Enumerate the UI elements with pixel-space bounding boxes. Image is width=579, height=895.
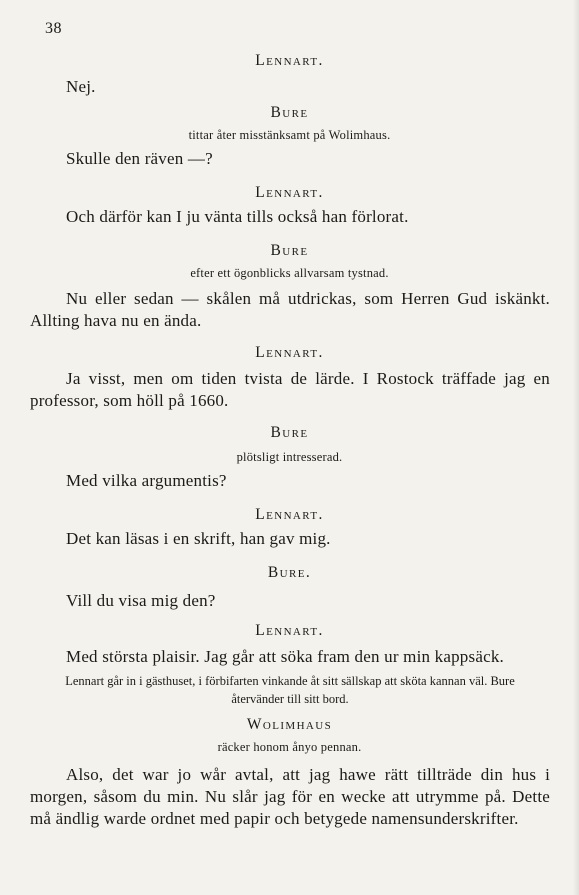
speaker-name: Lennart.	[255, 344, 324, 361]
speaker-name: Lennart.	[255, 622, 324, 639]
speaker-name: Bure	[270, 104, 309, 121]
speaker-name: Bure.	[267, 564, 312, 581]
dialogue-line: Skulle den räven —?	[66, 149, 213, 168]
speaker-name: Lennart.	[255, 184, 324, 201]
dialogue-line: Det kan läsas i en skrift, han gav mig.	[66, 529, 331, 548]
stage-direction: efter ett ögonblicks allvarsam tystnad.	[190, 266, 389, 280]
page-number: 38	[45, 20, 62, 37]
stage-direction: räcker honom ånyo pennan.	[217, 740, 362, 754]
dialogue-line: Med vilka argumentis?	[66, 471, 227, 490]
stage-direction: plötsligt intresserad.	[236, 450, 343, 464]
speaker-name: Lennart.	[255, 52, 324, 69]
dialogue-line: Med största plaisir. Jag går att söka fram den ur min kappsäck.	[66, 647, 504, 666]
speaker-name: Wolimhaus	[246, 716, 333, 733]
dialogue-line: Och därför kan I ju vänta tills också han förlorat.	[66, 207, 409, 226]
speaker-name: Lennart.	[255, 506, 324, 523]
dialogue-line: Nu eller sedan — skålen må utdrickas, som Herren Gud iskänkt. Allting hava nu en ända.	[30, 289, 550, 330]
speaker-name: Bure	[270, 242, 309, 259]
stage-direction: Lennart går in i gästhuset, i förbifarten vinkande åt sitt sällskap att sköta kannan väl. Bure återvänder till sitt bord.	[65, 674, 515, 706]
dialogue-line: Nej.	[66, 77, 96, 96]
dialogue-line: Also, det war jo wår avtal, att jag hawe rätt tillträde din hus i morgen, såsom du min. Nu slår jag för en wecke att utrymme på. Dette må ändlig warde ordnet med papir och betygede namensunderskrifter.	[30, 765, 550, 828]
dialogue-line: Vill du visa mig den?	[66, 591, 216, 610]
dialogue-line: Ja visst, men om tiden tvista de lärde. I Rostock träffade jag en professor, som höll på 1660.	[30, 369, 550, 410]
speaker-name: Bure	[270, 424, 309, 441]
stage-direction: tittar åter misstänksamt på Wolimhaus.	[188, 128, 391, 142]
